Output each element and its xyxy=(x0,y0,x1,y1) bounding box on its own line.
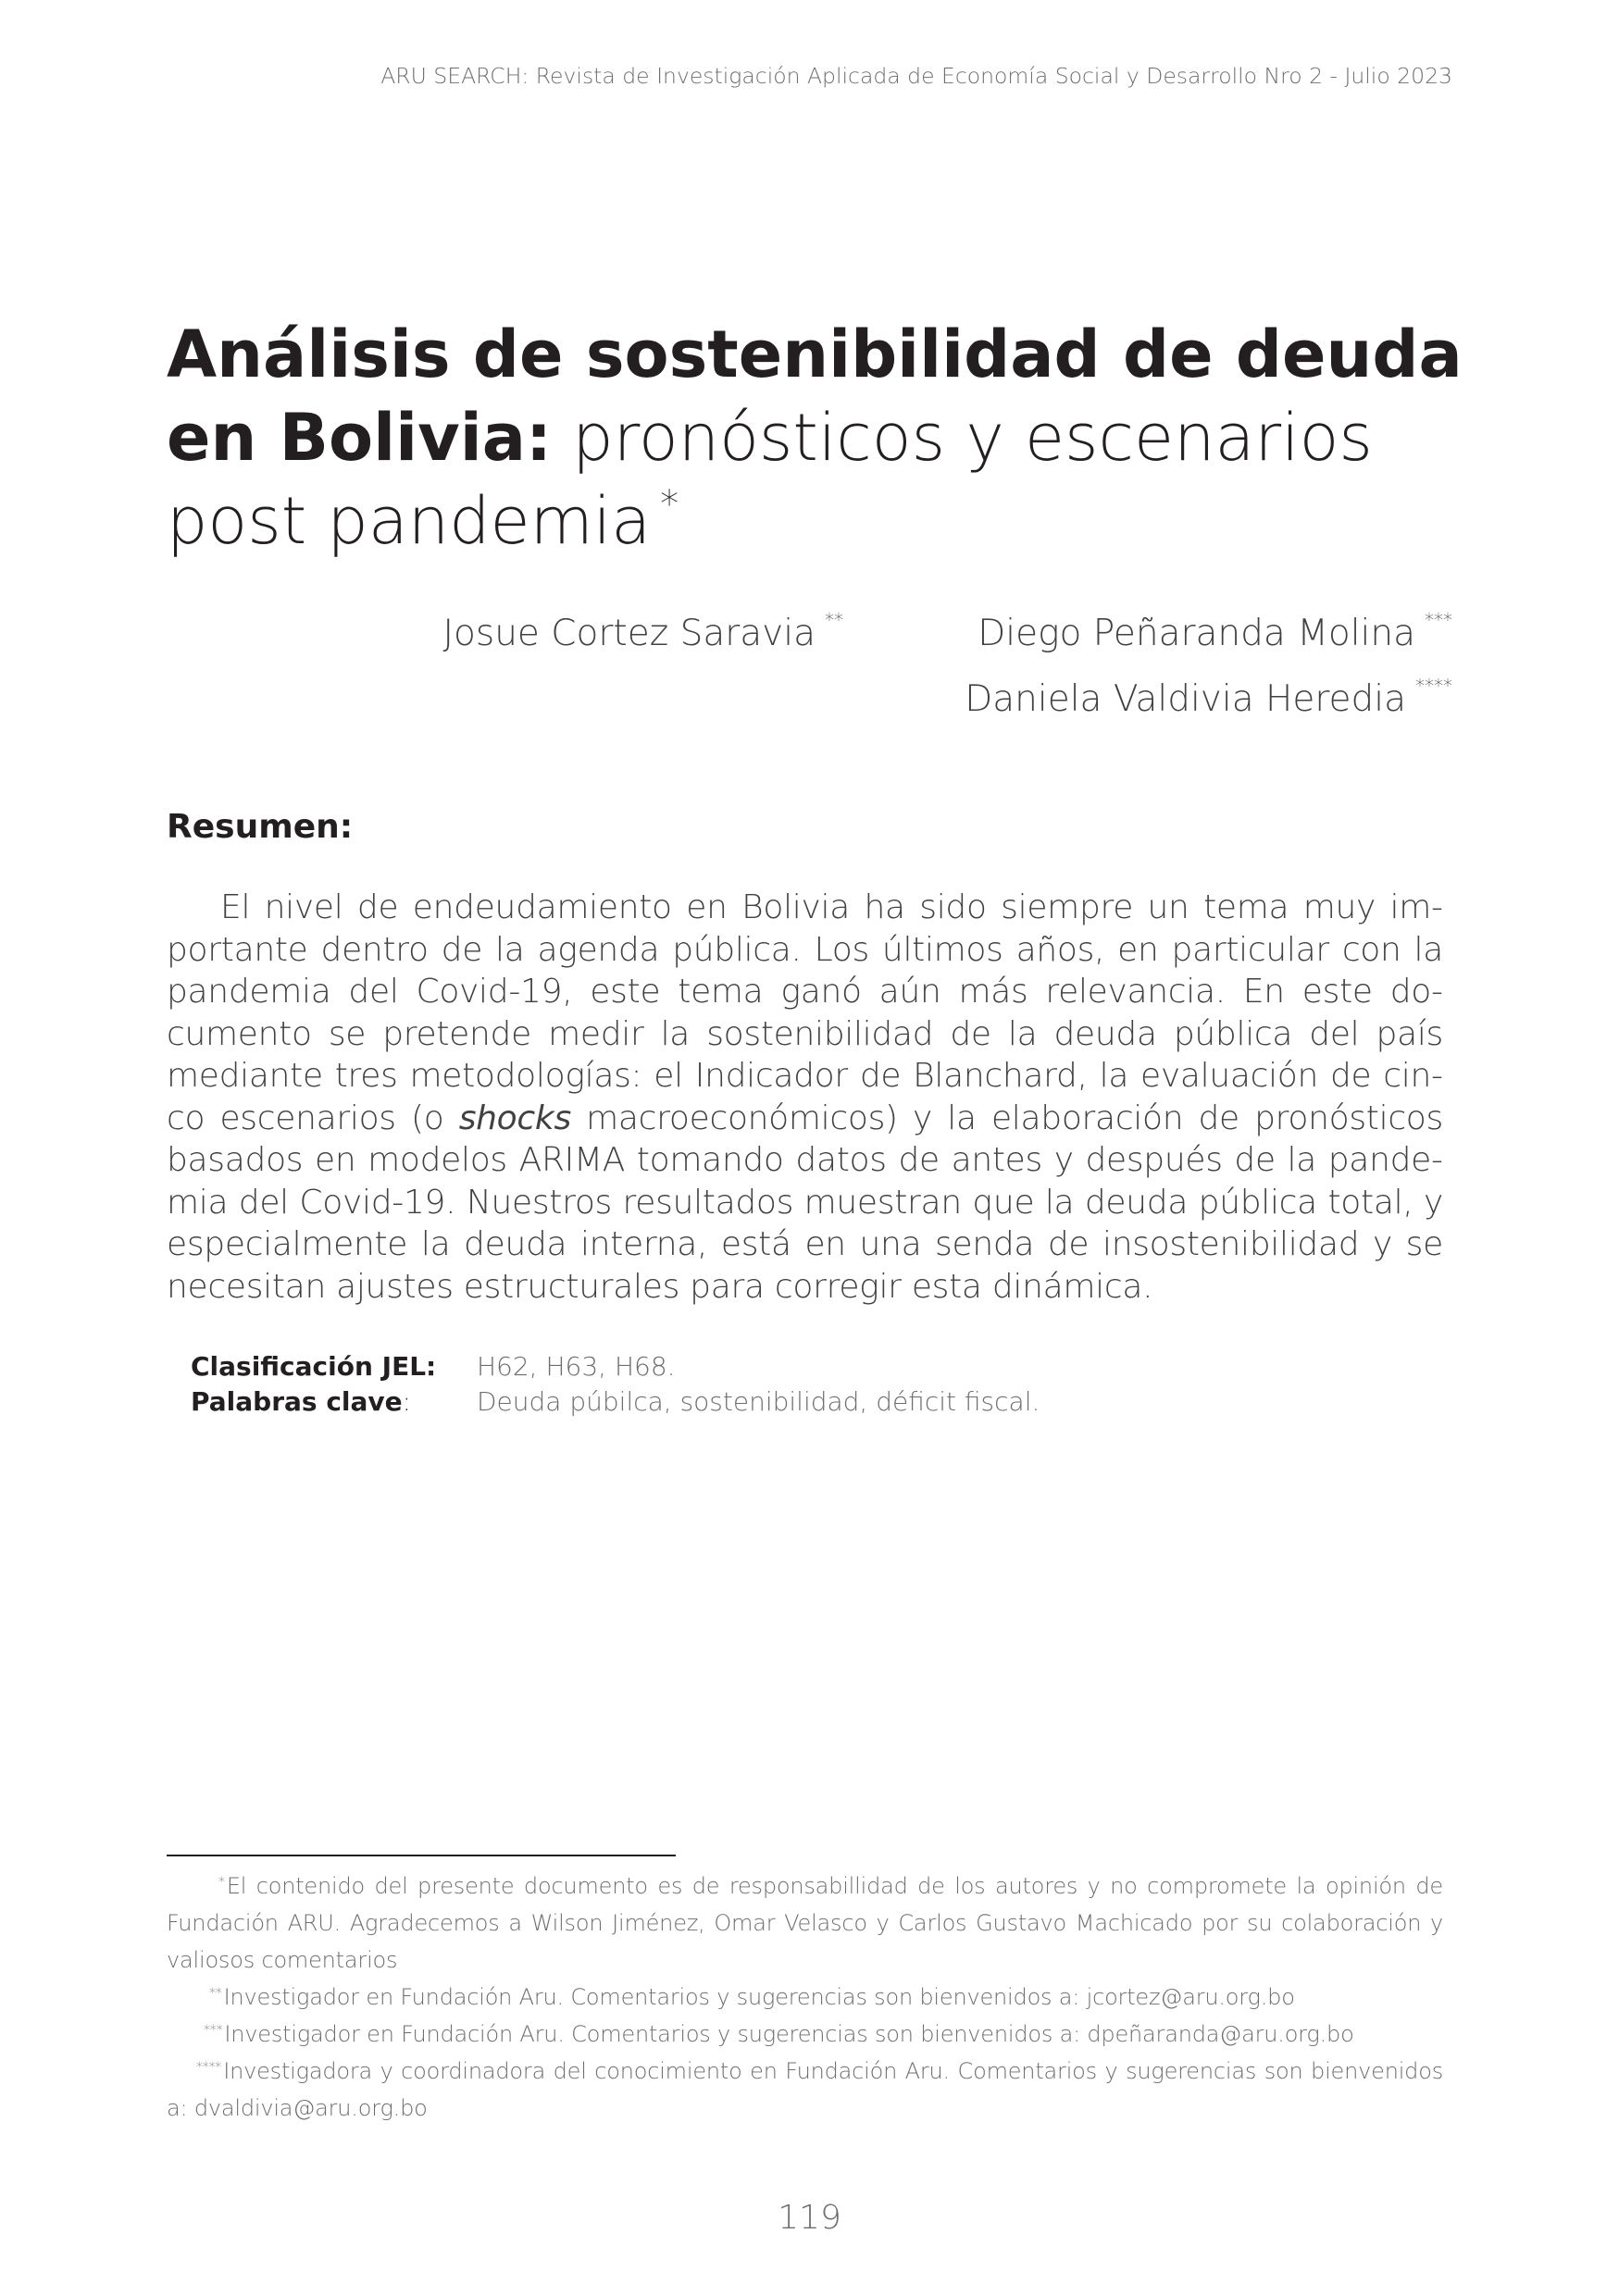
keywords-value: Deuda púbilca, sostenibilidad, déficit fiscal. xyxy=(477,1386,1040,1417)
article-title xyxy=(167,313,1463,563)
author-footnote-marker: ** xyxy=(825,609,843,631)
author-3 xyxy=(965,675,1452,720)
footnote-text: Investigador en Fundación Aru. Comentarios y sugerencias son bienvenidos a: dpeñaranda@aru.org.bo xyxy=(224,2021,1354,2047)
title-bold-line1: Análisis de sostenibilidad de deuda xyxy=(167,316,1463,392)
footnote-1 xyxy=(167,1868,1443,1979)
title-bold-line2: en Bolivia: xyxy=(167,400,552,476)
footnote-marker: * xyxy=(218,1875,225,1890)
keywords-label-wrap xyxy=(191,1384,477,1420)
footnote-marker: *** xyxy=(204,2023,223,2038)
title-footnote-marker: * xyxy=(660,483,679,526)
abstract-text-part2: macroeconómicos) y la elaboración de pronósticos basados en modelos ARIMA tomando datos de antes y después de la pandemia del Covid-19. Nuestros resultados muestran que la deuda pública total, y especialmente la deuda interna, está en una senda de insostenibilidad y se necesitan ajustes estructurales para corregir esta dinámica. xyxy=(167,1098,1443,1306)
footnote-3 xyxy=(167,2016,1443,2053)
author-name: Josue Cortez Saravia xyxy=(442,613,816,654)
footnotes xyxy=(167,1868,1443,2127)
footnote-4 xyxy=(167,2053,1443,2127)
author-footnote-marker: *** xyxy=(1425,609,1452,631)
running-header: ARU SEARCH: Revista de Investigación Aplicada de Economía Social y Desarrollo Nro 2 - Julio 2023 xyxy=(380,63,1452,89)
footnote-text: Investigador en Fundación Aru. Comentarios y sugerencias son bienvenidos a: jcortez@aru.org.bo xyxy=(223,1984,1295,2010)
footnote-text: El contenido del presente documento es de responsabillidad de los autores y no compromete la opinión de Fundación ARU. Agradecemos a Wilson Jiménez, Omar Velasco y Carlos Gustavo Machicado por su colaboración y valiosos comentarios xyxy=(167,1873,1443,1973)
footnote-divider xyxy=(167,1855,676,1856)
keywords-colon: : xyxy=(402,1386,412,1417)
author-name: Daniela Valdivia Heredia xyxy=(965,678,1406,720)
jel-label: Clasificación JEL: xyxy=(191,1351,437,1382)
article-metadata xyxy=(191,1349,1040,1420)
footnote-text: Investigadora y coordinadora del conocimiento en Fundación Aru. Comentarios y sugerencias son bienvenidos a: dvaldivia@aru.org.bo xyxy=(167,2058,1443,2121)
author-1 xyxy=(442,609,843,654)
keywords-row xyxy=(191,1384,1040,1420)
jel-value: H62, H63, H68. xyxy=(477,1351,676,1382)
author-footnote-marker: **** xyxy=(1415,675,1452,697)
footnote-marker: ** xyxy=(209,1986,222,2001)
title-light-line2: pronósticos y escenarios xyxy=(551,400,1373,476)
footnote-2 xyxy=(167,1979,1443,2016)
abstract-text-italic: shocks xyxy=(458,1098,571,1137)
keywords-label: Palabras clave xyxy=(191,1386,403,1417)
title-light-line3: post pandemia xyxy=(167,483,652,559)
author-2 xyxy=(978,609,1452,654)
jel-row xyxy=(191,1349,1040,1384)
author-name: Diego Peñaranda Molina xyxy=(978,613,1415,654)
abstract-body xyxy=(167,887,1443,1308)
footnote-marker: **** xyxy=(196,2060,222,2075)
abstract-text-part1: El nivel de endeudamiento en Bolivia ha sido siempre un tema muy importante dentro de la agenda pública. Los últimos años, en particular con la pandemia del Covid-19, este tema ganó aún más relevancia. En este documento se pretende medir la sostenibilidad de la deuda pública del país mediante tres metodologías: el Indicador de Blanchard, la evaluación de cinco escenarios (o xyxy=(167,888,1443,1137)
page-number: 119 xyxy=(778,2199,841,2237)
abstract-heading: Resumen: xyxy=(167,808,354,846)
